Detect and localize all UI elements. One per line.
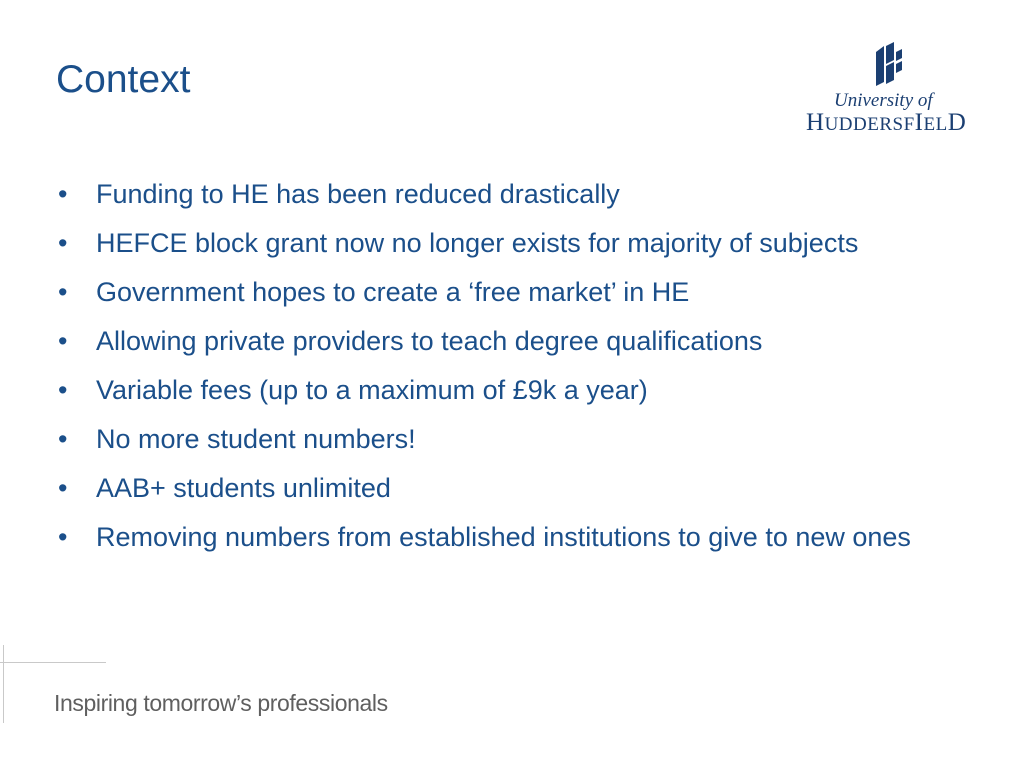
bullet-item: • Funding to HE has been reduced drastically xyxy=(56,174,956,214)
bullet-item: • Variable fees (up to a maximum of £9k a year) xyxy=(56,370,956,410)
logo-letter-d: D xyxy=(947,109,967,136)
bullet-item: • Removing numbers from established institutions to give to new ones xyxy=(56,517,956,557)
footer-tagline: Inspiring tomorrow’s professionals xyxy=(54,690,388,716)
bullet-item: • No more student numbers! xyxy=(56,419,956,459)
logo-text-huddersfield xyxy=(806,109,966,137)
footer-horizontal-rule xyxy=(0,662,106,663)
bullet-item: • Allowing private providers to teach degree qualifications xyxy=(56,321,956,361)
bullet-list xyxy=(56,174,956,566)
logo-letter-i: I xyxy=(914,109,924,136)
logo-text-university-of: University of xyxy=(834,90,933,111)
university-crest-icon xyxy=(870,42,906,88)
bullet-item: • Government hopes to create a ‘free market’ in HE xyxy=(56,272,956,312)
logo-letters-uddersf: UDDERSF xyxy=(824,114,915,135)
university-logo xyxy=(800,38,980,138)
bullet-item: • AAB+ students unlimited xyxy=(56,468,956,508)
slide-title: Context xyxy=(56,58,191,101)
footer-vertical-rule xyxy=(3,645,4,723)
logo-letter-h: H xyxy=(806,109,825,136)
bullet-item: • HEFCE block grant now no longer exists for majority of subjects xyxy=(56,223,956,263)
logo-letters-el: EL xyxy=(923,114,948,135)
